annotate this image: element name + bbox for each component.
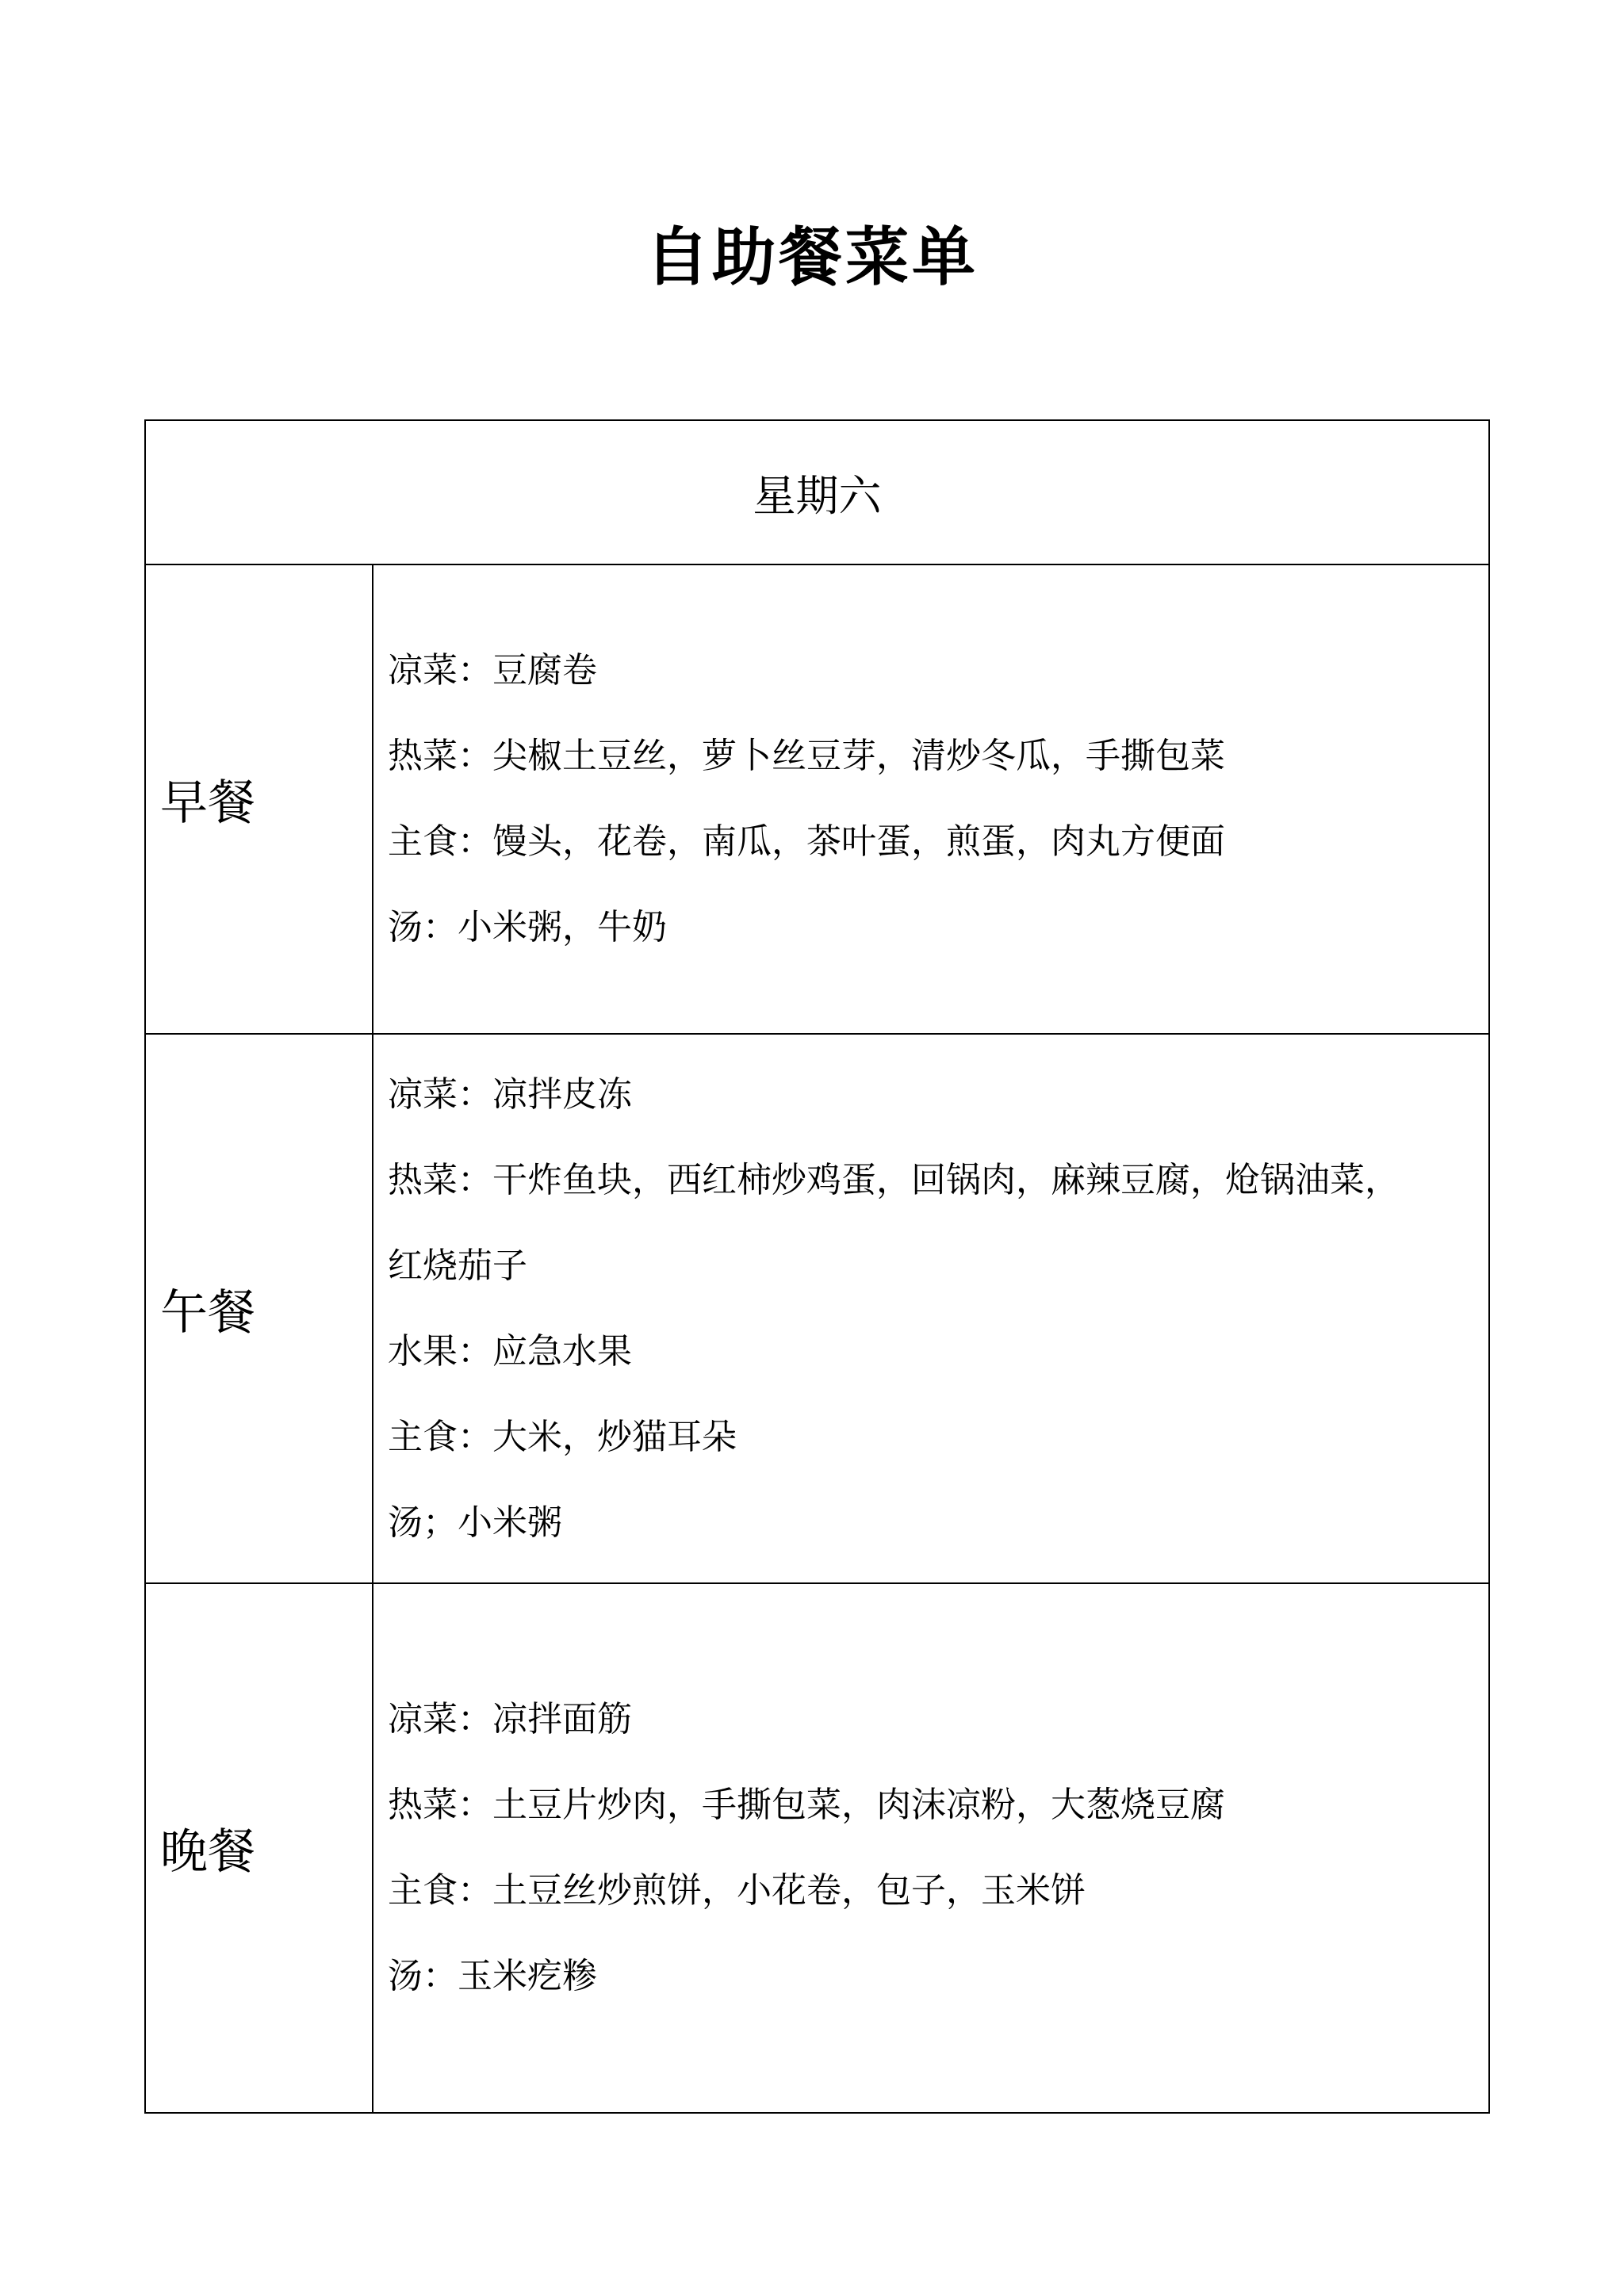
- menu-line: 汤：小米粥，牛奶: [388, 907, 667, 947]
- meal-items-breakfast: [373, 564, 1489, 1034]
- meal-items-lunch: [373, 1034, 1489, 1583]
- meal-row-breakfast: [145, 564, 1489, 1034]
- menu-line: 主食：土豆丝炒煎饼，小花卷，包子，玉米饼: [388, 1870, 1086, 1911]
- meal-row-lunch: [145, 1034, 1489, 1583]
- menu-line: 凉菜：凉拌皮冻: [388, 1073, 632, 1115]
- meal-label-lunch: 午餐: [145, 1034, 373, 1583]
- page-title: 自助餐菜单: [645, 220, 979, 294]
- day-heading: 星期六: [145, 420, 1489, 564]
- meal-label-breakfast: 早餐: [145, 564, 373, 1034]
- day-row: [145, 420, 1489, 564]
- menu-line: 汤：玉米疙糁: [388, 1956, 597, 1996]
- meal-label-dinner: 晚餐: [145, 1583, 373, 2113]
- menu-line: 红烧茄子: [388, 1245, 527, 1286]
- menu-line: 热菜：土豆片炒肉，手撕包菜，肉沫凉粉，大葱烧豆腐: [388, 1785, 1225, 1825]
- meal-row-dinner: [145, 1583, 1489, 2113]
- menu-line: 主食：馒头，花卷，南瓜，茶叶蛋，煎蛋，肉丸方便面: [388, 821, 1225, 862]
- meal-items-dinner: [373, 1583, 1489, 2113]
- menu-line: 汤；小米粥: [388, 1502, 562, 1543]
- menu-line: 热菜：尖椒土豆丝，萝卜丝豆芽，清炒冬瓜，手撕包菜: [388, 736, 1225, 776]
- menu-line: 凉菜：凉拌面筋: [388, 1699, 632, 1739]
- menu-line: 水果：应急水果: [388, 1330, 632, 1372]
- menu-table: [144, 419, 1490, 2114]
- menu-line: 主食：大米，炒猫耳朵: [388, 1416, 737, 1457]
- menu-line: 热菜：干炸鱼块，西红柿炒鸡蛋，回锅肉，麻辣豆腐，炝锅油菜，: [388, 1159, 1400, 1200]
- menu-line: 凉菜：豆腐卷: [388, 650, 597, 691]
